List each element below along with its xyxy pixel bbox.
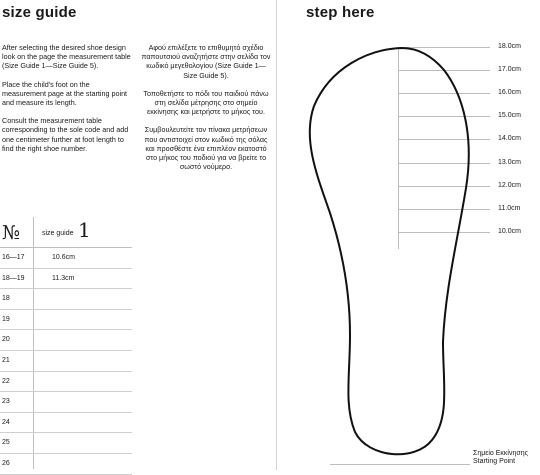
starting-point-label-gr: Σημείο Εκκίνησης bbox=[473, 450, 528, 457]
measurement-mark-label: 18.0cm bbox=[498, 43, 521, 50]
table-row bbox=[0, 413, 132, 434]
instructions-greek bbox=[141, 43, 271, 180]
table-row bbox=[0, 372, 132, 393]
table-cell-length: 11.3cm bbox=[52, 274, 75, 282]
table-cell-number: 18 bbox=[2, 295, 10, 303]
instruction-gr-3: Συμβουλευτείτε τον πίνακα μετρήσεων που αντιστοιχεί στον κωδικό της σόλας και προσθέστε ένα επιπλέον εκατοστό στο μήκος του ποδιού για να βρείτε το σωστό νούμερο. bbox=[144, 125, 268, 172]
table-body bbox=[0, 248, 132, 475]
instructions-english bbox=[2, 43, 132, 162]
foot-outline-icon bbox=[280, 0, 540, 470]
measurement-mark-label: 12.0cm bbox=[498, 181, 521, 189]
table-cell-number: 20 bbox=[2, 336, 10, 344]
table-cell-number: 24 bbox=[2, 418, 10, 426]
measurement-mark-label: 16.0cm bbox=[498, 89, 521, 97]
instruction-en-1: After selecting the desired shoe design look on the page the measurement table (Size Guide 1—Size Guide 5). bbox=[2, 43, 131, 71]
measurement-mark-label: 10.0cm bbox=[498, 227, 521, 235]
instruction-en-3: Consult the measurement table corresponding to the sole code and add one centimeter further at foot length to find the right shoe number. bbox=[2, 116, 129, 153]
measurement-mark-label: 11.0cm bbox=[498, 204, 521, 212]
starting-point-label bbox=[473, 450, 528, 466]
table-cell-number: 19 bbox=[2, 315, 10, 323]
starting-line bbox=[330, 464, 470, 465]
table-cell-number: 16—17 bbox=[2, 254, 25, 261]
measurement-mark-label: 15.0cm bbox=[498, 112, 521, 120]
table-row bbox=[0, 310, 132, 331]
table-row bbox=[0, 330, 132, 351]
table-cell-number: 22 bbox=[2, 377, 10, 385]
page-divider bbox=[276, 0, 277, 470]
size-table bbox=[0, 217, 132, 475]
header-number-sign: № bbox=[2, 222, 20, 244]
starting-point-label-en: Starting Point bbox=[473, 458, 516, 465]
table-row bbox=[0, 269, 132, 290]
table-cell-number: 25 bbox=[2, 439, 10, 447]
measurement-mark-label: 13.0cm bbox=[498, 158, 521, 166]
table-cell-number: 18—19 bbox=[2, 274, 25, 282]
table-cell-number: 26 bbox=[2, 459, 10, 467]
table-cell-length: 10.6cm bbox=[52, 254, 75, 261]
table-row bbox=[0, 248, 132, 269]
instruction-gr-2: Τοποθετήστε το πόδι του παιδιού πάνω στη σελίδα μέτρησης στο σημείο εκκίνησης και μετρήστε το μήκος του. bbox=[143, 88, 269, 117]
table-cell-number: 21 bbox=[2, 356, 10, 364]
table-header bbox=[0, 217, 132, 248]
table-cell-number: 23 bbox=[2, 398, 10, 406]
header-size-guide: size guide bbox=[42, 230, 74, 237]
foot-outline-path bbox=[310, 48, 469, 454]
instruction-en-2: Place the child's foot on the measurement page at the starting point and measure its length. bbox=[2, 79, 128, 108]
table-row bbox=[0, 433, 132, 454]
table-row bbox=[0, 351, 132, 372]
header-guide-number: 1 bbox=[78, 218, 91, 242]
instruction-gr-1: Αφού επιλέξετε το επιθυμητό σχέδιο παπουτσιού αναζητήστε στην σελίδα τον κωδικό μεγεθολογίου (Size Guide 1—Size Guide 5). bbox=[141, 43, 271, 80]
measurement-area bbox=[280, 0, 540, 470]
table-row bbox=[0, 392, 132, 413]
size-guide-title: size guide bbox=[2, 4, 77, 21]
measurement-mark-label: 17.0cm bbox=[498, 66, 521, 74]
measurement-mark-label: 14.0cm bbox=[498, 135, 521, 143]
step-here-title: step here bbox=[306, 4, 375, 21]
table-row bbox=[0, 454, 132, 475]
table-row bbox=[0, 289, 132, 310]
